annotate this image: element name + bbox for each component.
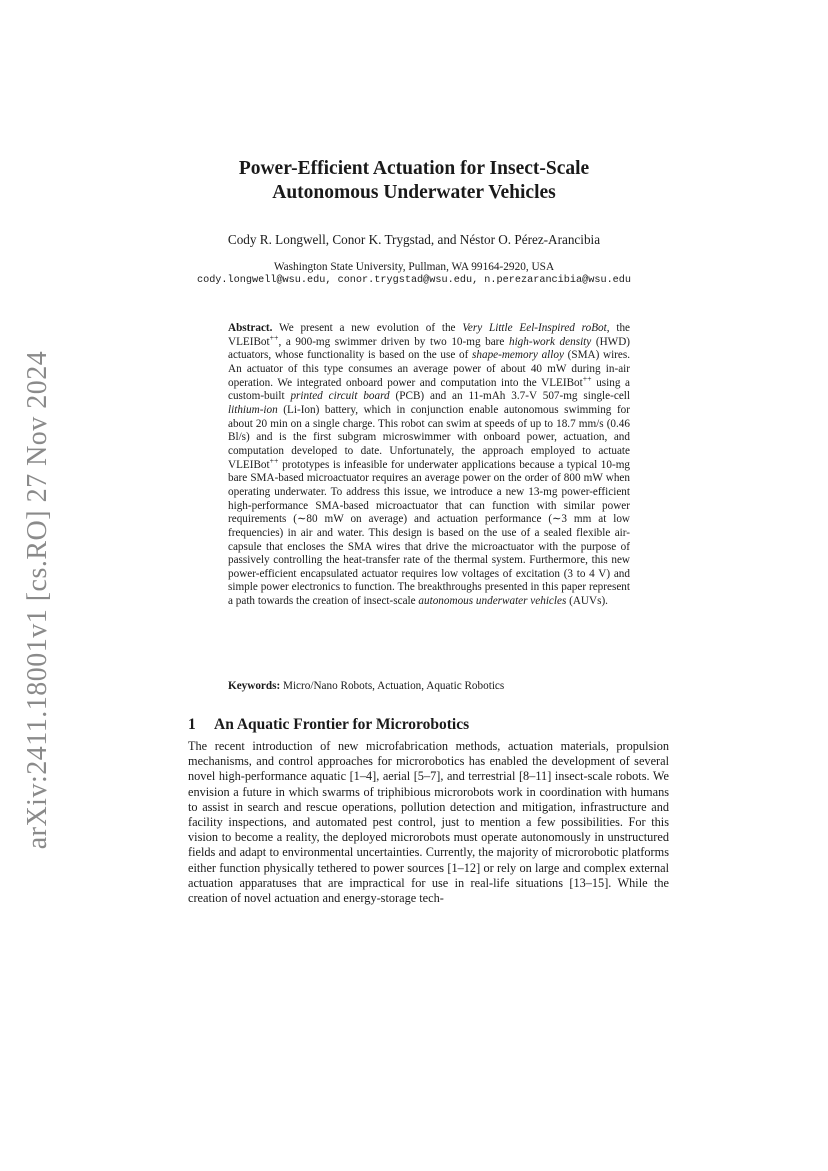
abstract-italic: autonomous underwater vehicles [418,595,567,608]
arxiv-identifier-stamp: arXiv:2411.18001v1 [cs.RO] 27 Nov 2024 [22,350,53,850]
abstract-text: prototypes is infeasible for underwater applications because a typical 10-mg bare SMA-based microactuator requires an average power on the order of 800 mW when operating underwater. To address this issue, we introduce a new 13-mg power-efficient high-performance SMA-based microactuator that can function with similar power requirements (∼80 mW on average) and actuation performance (∼3 mm at low frequencies) in air and water. This design is based on the use of a sealed flexible air-capsule that encloses the SMA wires that drive the microactuator with the purpose of passively controlling the heat-transfer rate of the thermal system. Furthermore, this new power-efficient encapsulated actuator requires low voltages of excitation (3 to 4 V) and simple power electronics to function. The breakthroughs presented in this paper represent a path towards the creation of insect-scale [228,458,631,608]
abstract-text: (AUVs). [569,595,608,608]
title-line-2: Autonomous Underwater Vehicles [272,182,556,203]
keywords [228,680,630,692]
section-body: The recent introduction of new microfabrication methods, actuation materials, propulsion mechanisms, and control approaches for microrobotics has enabled the development of several novel high-performance aquatic [1–4], aerial [5–7], and terrestrial [8–11] insect-scale robots. We envision a future in which swarms of triphibious microrobots work in coordination with humans to assist in search and rescue operations, pollution detection and mitigation, infrastructure and facility inspections, and automated pest control, just to mention a few possibilities. For this vision to become a reality, the deployed microrobots must operate autonomously in unstructured fields and adapt to environmental uncertainties. Currently, the majority of microrobotic platforms either function physically tethered to power sources [1–12] or rely on large and complex external actuation apparatuses that are impractical for use in real-life situations [13–15]. While the creation of novel actuation and energy-storage tech- [188,739,669,906]
section-title: An Aquatic Frontier for Microrobotics [214,716,470,733]
abstract-text: (SMA) wires. An actuator of this type consumes an average power of about 40 mW during in-air operation. We integrated onboard power and computation into the VLEIBot [228,349,631,389]
abstract-text: (PCB) and an 11-mAh 3.7-V 507-mg single-cell [395,390,631,403]
abstract [228,322,630,609]
section-heading [188,716,469,734]
keywords-text: Micro/Nano Robots, Actuation, Aquatic Robotics [283,680,505,692]
abstract-italic: high-work density [508,335,592,348]
superscript: ++ [269,455,279,465]
abstract-text: , the VLEIBot [228,322,631,348]
abstract-text: (Li-Ion) battery, which in conjunction enable autonomous swimming for about 20 min on a single charge. This robot can swim at speeds of up to 18.7 mm/s (0.46 Bl/s) and is the first subgram microswimmer with onboard power, actuation, and computation developed to date. Unfortunately, the approach employed to actuate VLEIBot [228,403,630,471]
abstract-text: using a custom-built [228,376,630,403]
section-number: 1 [188,716,196,733]
abstract-text: We present a new evolution of the [279,322,456,334]
keywords-label: Keywords: [228,680,281,692]
abstract-italic: shape-memory alloy [472,349,564,362]
paper-title [0,157,828,205]
superscript: ++ [269,332,279,342]
affiliation-block [0,260,828,288]
title-line-1: Power-Efficient Actuation for Insect-Scale [238,158,590,179]
abstract-text: , a 900-mg swimmer driven by two 10-mg bare [278,335,505,348]
superscript: ++ [582,373,592,383]
abstract-italic: lithium-ion [228,403,278,416]
author-list: Cody R. Longwell, Conor K. Trygstad, and Néstor O. Pérez-Arancibia [227,232,601,247]
affiliation: Washington State University, Pullman, WA 99164-2920, USA [273,261,555,273]
author-emails: cody.longwell@wsu.edu, conor.trygstad@wsu.edu, n.perezarancibia@wsu.edu [196,275,632,286]
abstract-label: Abstract. [228,322,273,334]
abstract-italic: printed circuit board [290,390,390,403]
abstract-text: (HWD) actuators, whose functionality is based on the use of [228,335,631,362]
abstract-italic: Very Little Eel-Inspired roBot [462,322,607,334]
